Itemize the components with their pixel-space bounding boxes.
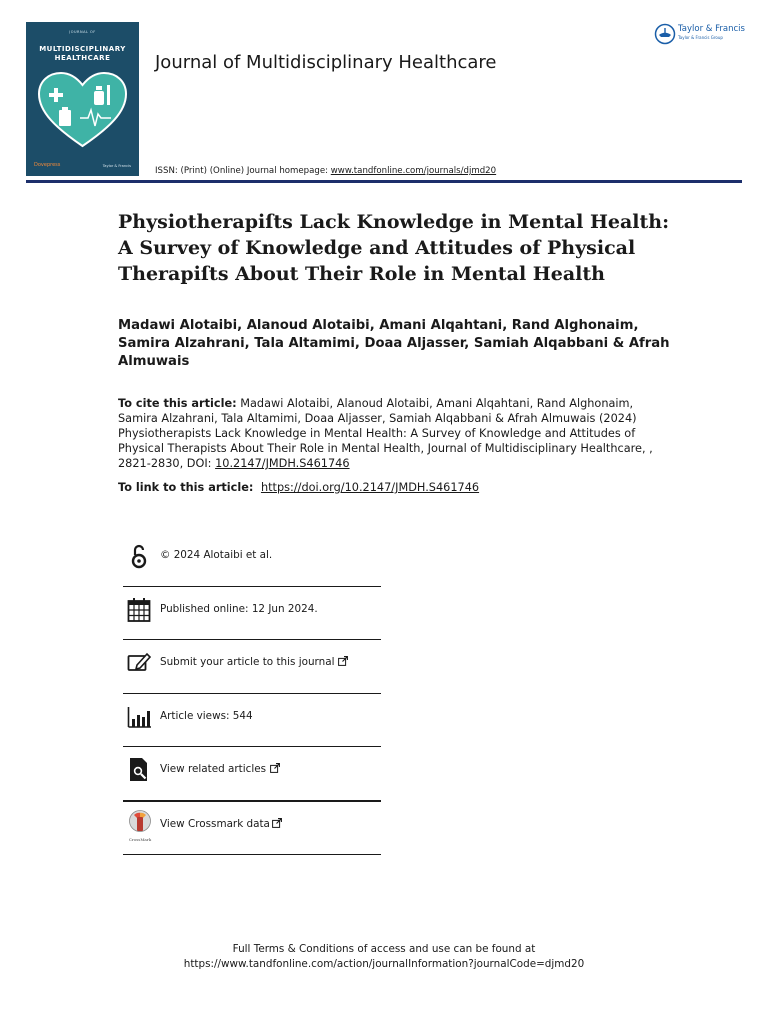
article-views-row: [123, 694, 381, 748]
article-title-line3: Therapiſts About Their Role in Mental Health: [118, 263, 605, 285]
terms-footer-link[interactable]: https://www.tandfonline.com/action/journalInformation?journalCode=djmd20: [183, 958, 585, 970]
related-articles-link[interactable]: [160, 763, 280, 775]
submit-article-label: Submit your article to this journal: [160, 656, 335, 668]
cover-small-text: JOURNAL OF: [69, 30, 96, 34]
article-link-label: To link to this article:: [118, 481, 258, 494]
issn-line: [155, 166, 496, 176]
issn-label: ISSN: (Print) (Online) Journal homepage:: [155, 166, 331, 176]
crossmark-icon: [127, 810, 153, 840]
citation-label: To cite this article:: [118, 397, 237, 410]
calendar-icon: [127, 597, 151, 623]
journal-homepage-link[interactable]: www.tandfonline.com/journals/djmd20: [330, 166, 497, 176]
article-title-line1: Physiotherapiſts Lack Knowledge in Mental Health:: [118, 211, 670, 233]
crossmark-label: View Crossmark data: [160, 817, 270, 830]
article-title-line2: A Survey of Knowledge and Attitudes of Physical: [118, 237, 636, 259]
crossmark-logo-text: CrossMark: [128, 836, 152, 842]
article-doi-url-link[interactable]: https://doi.org/10.2147/JMDH.S461746: [260, 481, 480, 494]
doi-link[interactable]: 10.2147/JMDH.S461746: [215, 457, 350, 470]
terms-footer: [0, 942, 768, 972]
related-articles-row[interactable]: [123, 747, 381, 802]
cover-title-line2: HEALTHCARE: [54, 54, 111, 62]
article-authors: Madawi Alotaibi, Alanoud Alotaibi, Amani Alqahtani, Rand Alghonaim, Samira Alzahrani, Tala Altamimi, Doaa Aljasser, Samiah Alqabbani & Afrah Almuwais: [118, 318, 670, 369]
cover-title-line1: MULTIDISCIPLINARY: [39, 45, 126, 53]
cover-heart-icon: [36, 70, 129, 150]
header-divider: [26, 180, 742, 183]
crossmark-row[interactable]: [123, 802, 381, 856]
article-views-text: Article views: 544: [160, 709, 253, 722]
citation-text: Madawi Alotaibi, Alanoud Alotaibi, Amani Alqahtani, Rand Alghonaim, Samira Alzahrani, Tala Altamimi, Doaa Aljasser, Samiah Alqabbani & Afrah Almuwais (2024) Physiotherapists Lack Knowledge in Mental Health: A Survey of Knowledge and Attitudes of Physical Therapists About Their Role in Mental Health, Journal of Multidisciplinary Healthcare, , 2821-2830, DOI:: [118, 397, 653, 470]
submit-article-row[interactable]: [123, 640, 381, 694]
article-info-list: [123, 533, 381, 855]
taylor-francis-logo-icon: [654, 23, 676, 45]
bar-chart-icon: [127, 704, 151, 730]
journal-title: Journal of Multidisciplinary Healthcare: [155, 52, 497, 73]
article-link-line: [118, 481, 479, 494]
terms-footer-line1: Full Terms & Conditions of access and use can be found at: [232, 943, 536, 955]
edit-pencil-icon: [127, 650, 151, 676]
external-link-icon: [272, 818, 282, 828]
open-access-lock-icon: [127, 543, 151, 569]
journal-cover-image: [26, 22, 139, 176]
publisher-logo: [654, 22, 746, 46]
published-row: [123, 587, 381, 641]
copyright-text: © 2024 Alotaibi et al.: [160, 549, 273, 561]
document-search-icon: [127, 757, 151, 783]
article-title: [118, 209, 678, 287]
related-articles-label: View related articles: [160, 763, 267, 775]
external-link-icon: [338, 656, 348, 666]
published-date-text: Published online: 12 Jun 2024.: [160, 602, 318, 615]
submit-article-link[interactable]: [160, 656, 348, 668]
crossmark-logo-icon: [127, 810, 153, 834]
open-access-row: [123, 533, 381, 587]
external-link-icon: [270, 763, 280, 773]
citation-block: [118, 396, 658, 471]
crossmark-link[interactable]: [160, 818, 282, 830]
cover-publisher: Dovepress: [34, 162, 61, 168]
publisher-logo-name: Taylor & Francis: [678, 24, 745, 34]
publisher-logo-group: Taylor & Francis Group: [678, 35, 723, 40]
cover-publisher-group: Taylor & Francis: [102, 164, 131, 168]
